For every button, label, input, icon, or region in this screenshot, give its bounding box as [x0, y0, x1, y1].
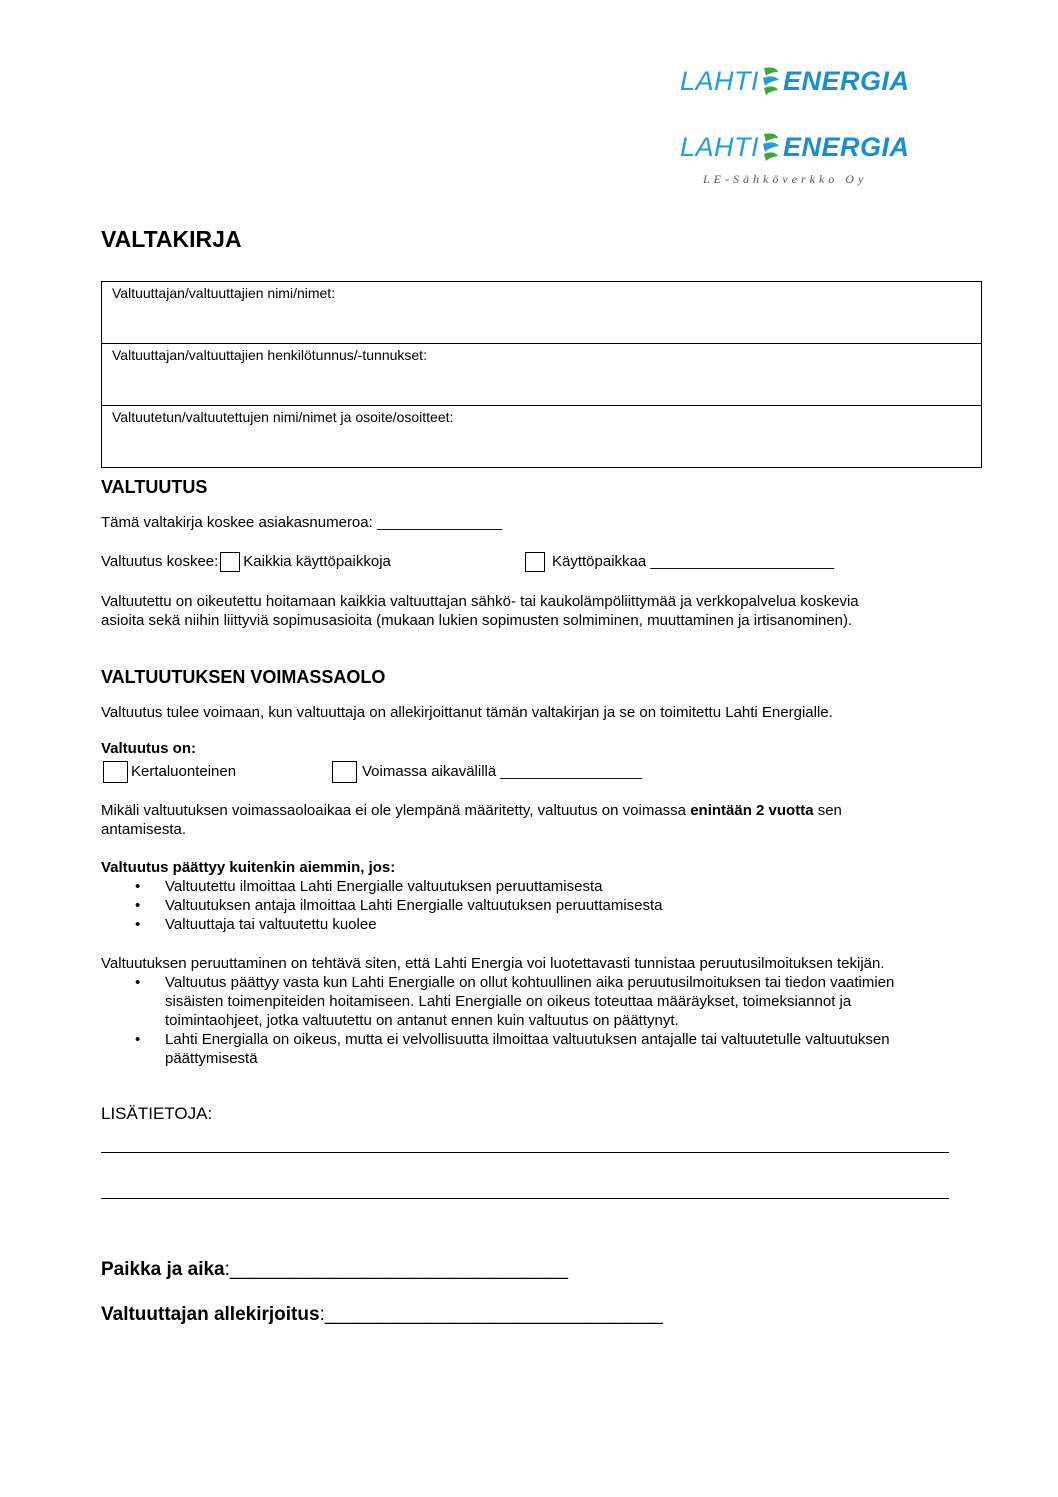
all-sites-checkbox[interactable]	[220, 552, 240, 572]
period-checkbox[interactable]	[332, 761, 357, 783]
signature-row	[101, 1304, 663, 1326]
cancellation-text: Valtuutuksen peruuttaminen on tehtävä siten, että Lahti Energia voi luotettavasti tunnistaa peruutusilmoituksen tekijän.	[101, 955, 885, 972]
page-title: VALTAKIRJA	[101, 226, 242, 252]
flame-icon	[760, 64, 782, 96]
list-item: • Valtuuttaja tai valtuutettu kuolee	[101, 915, 961, 934]
ends-heading: Valtuutus päättyy kuitenkin aiemmin, jos:	[101, 859, 396, 876]
one-time-checkbox[interactable]	[103, 761, 128, 783]
period-row	[332, 761, 642, 783]
authorization-description: Valtuutettu on oikeutettu hoitamaan kaikkia valtuuttajan sähkö- tai kaukolämpöliittymää ja verkkopalvelua koskevia asioita sekä niihin liittyviä sopimusasioita (mukaan lukien sopimusten solmiminen, muuttaminen ja irtisanominen).	[101, 593, 859, 629]
specific-site-checkbox[interactable]	[525, 552, 545, 572]
logo-subtitle: LE-Sähköverkko Oy	[703, 172, 868, 186]
signature-line[interactable]: :________________________________	[319, 1304, 663, 1325]
validity-type-label: Valtuutus on:	[101, 740, 196, 757]
authorizer-id-field[interactable]: Valtuuttajan/valtuuttajien henkilötunnus/-tunnukset:	[102, 344, 982, 406]
customer-number-line[interactable]: Tämä valtakirja koskee asiakasnumeroa: _______________	[101, 514, 503, 531]
section-heading-voimassaolo: VALTUUTUKSEN VOIMASSAOLO	[101, 667, 386, 687]
le-sahkoverkko-logo	[680, 130, 940, 170]
ends-list	[101, 877, 961, 934]
logo-energia-text: ENERGIA	[783, 132, 910, 162]
authorized-name-address-field[interactable]: Valtuutetun/valtuutettujen nimi/nimet ja osoite/osoitteet:	[102, 406, 982, 468]
flame-icon	[760, 130, 782, 162]
section-heading-valtuutus: VALTUUTUS	[101, 477, 208, 497]
place-date-row	[101, 1259, 568, 1281]
additional-info-line-2[interactable]	[101, 1198, 949, 1199]
applies-label: Valtuutus koskee:	[101, 553, 219, 570]
max-validity-emphasis: enintään 2 vuotta	[690, 802, 814, 819]
logo-energia-text: ENERGIA	[783, 66, 910, 96]
list-item: • Valtuutus päättyy vasta kun Lahti Energialle on ollut kohtuullinen aika peruutusilmoituksen tai tiedon vaatimien sisäisten toimenpiteiden hoitamiseen. Lahti Energialle on oikeus toteuttaa määräykset, toimeksiannot ja toimintaohjeet, jotka valtuutettu on antanut ennen kuin valtuutus on päättynyt.	[101, 973, 951, 1030]
default-validity-text: Mikäli valtuutuksen voimassaoloaikaa ei ole ylempänä määritetty, valtuutus on voimassa enintään 2 vuotta sen antamisesta.	[101, 802, 842, 838]
cancellation-list	[101, 973, 951, 1068]
signature-label: Valtuuttajan allekirjoitus	[101, 1304, 320, 1325]
site-option-row	[525, 552, 834, 572]
list-item: • Lahti Energialla on oikeus, mutta ei velvollisuutta ilmoittaa valtuutuksen antajalle tai valtuutetulle valtuutuksen päättymisestä	[101, 1030, 951, 1068]
one-time-label: Kertaluonteinen	[131, 762, 237, 780]
all-sites-label: Kaikkia käyttöpaikkoja	[243, 553, 391, 570]
place-date-line[interactable]: :________________________________	[224, 1259, 569, 1280]
list-item: • Valtuutettu ilmoittaa Lahti Energialle valtuutuksen peruuttamisesta	[101, 877, 961, 896]
logo-lahti-text: LAHTI	[680, 132, 760, 162]
one-time-row	[103, 761, 236, 783]
additional-info-line-1[interactable]	[101, 1152, 949, 1153]
authorizer-name-field[interactable]: Valtuuttajan/valtuuttajien nimi/nimet:	[102, 282, 982, 344]
period-label[interactable]: Voimassa aikavälillä _________________	[362, 762, 643, 780]
validity-intro: Valtuutus tulee voimaan, kun valtuuttaja on allekirjoittanut tämän valtakirjan ja se on toimitettu Lahti Energialle.	[101, 704, 833, 721]
authorizer-fields-table	[101, 281, 982, 468]
applies-row	[101, 552, 391, 572]
specific-site-label[interactable]: Käyttöpaikkaa ______________________	[552, 553, 834, 570]
additional-info-label: LISÄTIETOJA:	[101, 1104, 213, 1123]
logo-lahti-text: LAHTI	[680, 66, 760, 96]
list-item: • Valtuutuksen antaja ilmoittaa Lahti Energialle valtuutuksen peruuttamisesta	[101, 896, 961, 915]
place-date-label: Paikka ja aika	[101, 1259, 225, 1280]
lahti-energia-logo	[680, 64, 940, 104]
